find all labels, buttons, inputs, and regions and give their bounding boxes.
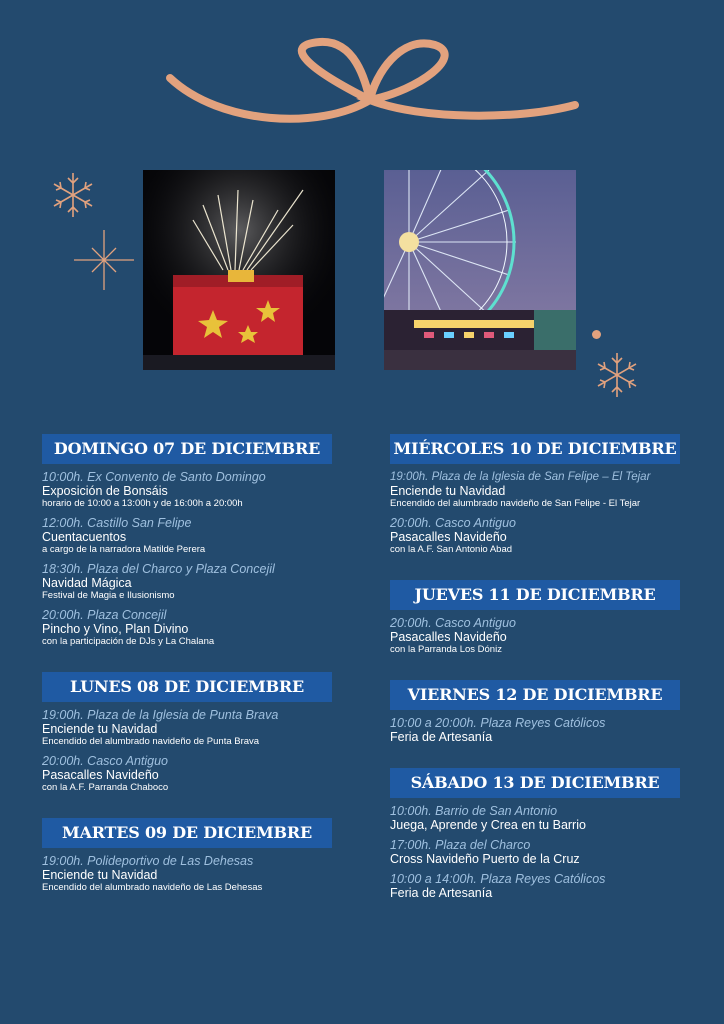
event-item [390, 838, 680, 866]
event-description: con la A.F. Parranda Chaboco [42, 782, 169, 793]
event-time-place: 19:00h. Polideportivo de Las Dehesas [42, 854, 254, 868]
event-title: Cross Navideño Puerto de la Cruz [390, 852, 580, 866]
event-title: Feria de Artesanía [390, 886, 493, 900]
day-header: MIÉRCOLES 10 DE DICIEMBRE [390, 434, 680, 464]
day-header: LUNES 08 DE DICIEMBRE [42, 672, 332, 702]
day-header: JUEVES 11 DE DICIEMBRE [390, 580, 680, 610]
schedule-right-column [390, 434, 680, 906]
event-item [42, 708, 332, 748]
event-time-place: 20:00h. Plaza Concejil [42, 608, 167, 622]
decorative-dot [592, 330, 601, 339]
day-header: SÁBADO 13 DE DICIEMBRE [390, 768, 680, 798]
event-item [42, 562, 332, 602]
snowflake-icon [48, 170, 98, 220]
ferris-wheel-photo [384, 170, 576, 370]
event-time-place: 12:00h. Castillo San Felipe [42, 516, 192, 530]
event-item [42, 516, 332, 556]
event-description: horario de 10:00 a 13:00h y de 16:00h a 20:00h [42, 498, 243, 509]
event-time-place: 10:00 a 20:00h. Plaza Reyes Católicos [390, 716, 606, 730]
day-header: MARTES 09 DE DICIEMBRE [42, 818, 332, 848]
event-time-place: 19:00h. Plaza de la Iglesia de San Felipe – El Tejar [390, 471, 651, 483]
event-time-place: 20:00h. Casco Antiguo [390, 616, 517, 630]
ribbon-bow-icon [160, 30, 590, 140]
event-description: Encendido del alumbrado navideño de Las Dehesas [42, 882, 263, 893]
event-description: Festival de Magia e Ilusionismo [42, 590, 175, 601]
event-time-place: 20:00h. Casco Antiguo [42, 754, 169, 768]
schedule-left-column [42, 434, 332, 900]
event-time-place: 17:00h. Plaza del Charco [390, 838, 531, 852]
event-time-place: 20:00h. Casco Antiguo [390, 516, 517, 530]
event-item [42, 854, 332, 894]
day-header: DOMINGO 07 DE DICIEMBRE [42, 434, 332, 464]
event-time-place: 10:00 a 14:00h. Plaza Reyes Católicos [390, 872, 606, 886]
event-title: Pasacalles Navideño [390, 630, 507, 644]
event-title: Feria de Artesanía [390, 730, 493, 744]
event-item [390, 470, 680, 510]
event-description: Encendido del alumbrado navideño de San Felipe - El Tejar [390, 498, 641, 509]
event-item [390, 716, 680, 744]
event-title: Enciende tu Navidad [42, 722, 158, 736]
day-header: VIERNES 12 DE DICIEMBRE [390, 680, 680, 710]
event-title: Pincho y Vino, Plan Divino [42, 622, 189, 636]
event-description: con la A.F. San Antonio Abad [390, 544, 513, 555]
event-time-place: 19:00h. Plaza de la Iglesia de Punta Brava [42, 708, 279, 722]
event-title: Exposición de Bonsáis [42, 484, 168, 498]
sparkle-star-icon [72, 228, 136, 292]
event-item [390, 804, 680, 832]
event-description: con la Parranda Los Dóniz [390, 644, 502, 655]
event-description: con la participación de DJs y La Chalana [42, 636, 215, 647]
event-item [390, 516, 680, 556]
event-description: a cargo de la narradora Matilde Perera [42, 544, 206, 555]
event-title: Cuentacuentos [42, 530, 127, 544]
event-item [42, 754, 332, 794]
event-item [42, 608, 332, 648]
event-item [390, 616, 680, 656]
event-title: Pasacalles Navideño [42, 768, 159, 782]
event-description: Encendido del alumbrado navideño de Punta Brava [42, 736, 260, 747]
event-title: Juega, Aprende y Crea en tu Barrio [390, 818, 586, 832]
event-time-place: 18:30h. Plaza del Charco y Plaza Concejil [42, 562, 275, 576]
event-item [390, 872, 680, 900]
event-time-place: 10:00h. Ex Convento de Santo Domingo [42, 470, 266, 484]
fireworks-photo [143, 170, 335, 370]
event-time-place: 10:00h. Barrio de San Antonio [390, 804, 558, 818]
snowflake-icon [592, 350, 642, 400]
event-title: Enciende tu Navidad [390, 484, 506, 498]
event-title: Navidad Mágica [42, 576, 132, 590]
event-item [42, 470, 332, 510]
event-title: Enciende tu Navidad [42, 868, 158, 882]
event-title: Pasacalles Navideño [390, 530, 507, 544]
